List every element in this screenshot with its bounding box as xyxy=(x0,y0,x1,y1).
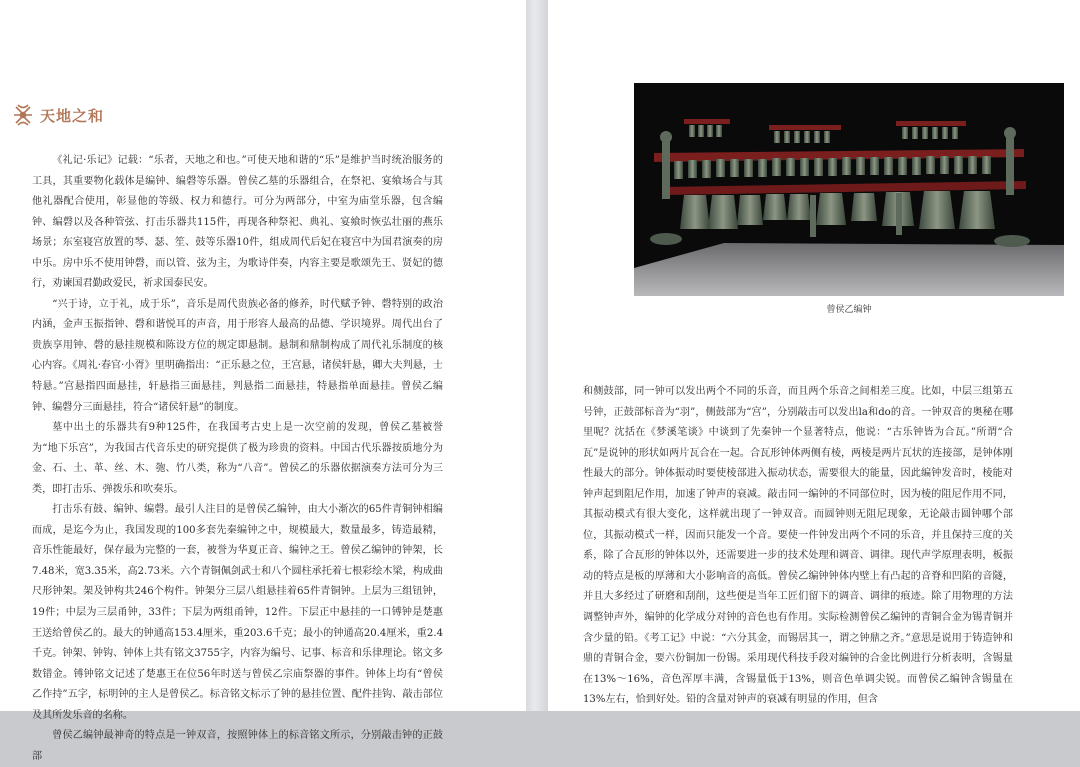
right-page xyxy=(548,0,1080,711)
paragraph: 打击乐有鼓、编钟、编磬。最引人注目的是曾侯乙编钟，由大小渐次的65件青铜钟相编而成，是迄今为止，我国发现的100多套先秦编钟之中，规模最大，数量最多，铸造最精，音乐性能最好，保存最为完整的一套，被誉为华夏正音、编钟之王。曾侯乙编钟的钟架，长7.48米，宽3.35米，高2.73米。六个青铜佩剑武士和八个圆柱承托着七根彩绘木梁，构成曲尺形钟架。架及钟构共246个构件。钟架分三层八组悬挂着65件青铜钟。上层为三组钮钟，19件；中层为三层甬钟，33件；下层为两组甬钟，12件。下层正中悬挂的一口镈钟是楚惠王送给曾侯乙的。最大的钟通高153.4厘米，重203.6千克；最小的钟通高20.4厘米，重2.4千克。钟架、钟钩、钟体上共有铭文3755字，内容为编号、记事、标音和乐律理论。铭文多数错金。镈钟铭文记述了楚惠王在位56年时送与曾侯乙宗庙祭器的事件。钟体上均有“曾侯乙作持”五字，标明钟的主人是曾侯乙。标音铭文标示了钟的悬挂位置、配件挂钩、敲击部位及其所发乐音的名称。 xyxy=(32,504,443,721)
left-page xyxy=(0,0,526,762)
paragraph: 和侧鼓部，同一钟可以发出两个不同的乐音，而且两个乐音之间相差三度。比如，中层三组第五号钟，正鼓部标音为“羽”，侧鼓部为“宫”，分别敲击可以发出la和do的音。一钟双音的奥秘在哪里呢？沈括在《梦溪笔谈》中谈到了先秦钟一个显著特点，他说：“古乐钟皆为合瓦。”所谓“合瓦”是说钟的形状如两片瓦合在一起。合瓦形钟体两侧有棱，两棱是两片瓦状的连接部，是钟体刚性最大的部分。钟体振动时要使棱部进入振动状态，需要很大的能量，因此编钟发音时，棱能对钟声起到阻尼作用，加速了钟声的衰减。敲击同一编钟的不同部位时，因为棱的阻尼作用不同，其振动模式有很大变化，这样就出现了一钟双音。而圆钟则无阻尼现象，无论敲击圆钟哪个部位，其振动模式一样，因而只能发一个音。要使一件钟发出两个不同的乐音，并且保持三度的关系，除了合瓦形的钟体以外，还需要进一步的技术处理和调音、调律。现代声学原理表明，板振动的特点是板的厚薄和大小影响音的高低。曾侯乙编钟钟体内壁上有凸起的音脊和凹陷的音隧，并且大多经过了研磨和刮削，这些便是当年工匠们留下的调音、调律的痕迹。除了用物理的方法调整钟声外，编钟的化学成分对钟的音色也有作用。实际检测曾侯乙编钟的青铜合金为锡青铜并含少量的铅。《考工记》中说：“六分其金，而锡居其一，谓之钟鼎之齐。”意思是说用于铸造钟和鼎的青铜合金，要六份铜加一份锡。采用现代科技手段对编钟的合金比例进行分析表明，含锡量在13%～16%，音色浑厚丰满，含锡量低于13%，则音色单调尖锐。而曾侯乙编钟含锡量在13%左右，恰到好处。铅的含量对钟声的衰减有明显的作用，但含 xyxy=(583,386,1013,706)
paragraph: 曾侯乙编钟最神奇的特点是一钟双音，按照钟体上的标音铭文所示，分别敲击钟的正鼓部 xyxy=(32,730,443,762)
paragraph: 墓中出土的乐器共有9种125件，在我国考古史上是一次空前的发现，曾侯乙墓被誉为“地下乐宫”，为我国古代音乐史的研究提供了极为珍贵的资料。中国古代乐器按质地分为金、石、土、革、丝、木、匏、竹八类，称为“八音”。曾侯乙的乐器依据演奏方法可分为三类，即打击乐、弹拨乐和吹奏乐。 xyxy=(32,422,443,495)
section-title: 天地之和 xyxy=(40,106,105,125)
figure-caption: 曾侯乙编钟 xyxy=(826,305,872,315)
right-body-text xyxy=(583,382,1013,711)
paragraph: 《礼记·乐记》记载：“乐者，天地之和也。”可使天地和谐的“乐”是维护当时统治服务的工具，其重要物化载体是编钟、编磬等乐器。曾侯乙墓的乐器组合，在祭祀、宴飨场合与其他礼器配合使用，彰显他的等级、权力和德行。可分为两部分，中室为庙堂乐器，包含编钟、编磬以及各种管弦、打击乐器共115件，再现各种祭祀、典礼、宴飨时恢弘壮丽的燕乐场景；东室寝宫放置的琴、瑟、笙、鼓等乐器10件，组成周代后妃在寝宫中为国君演奏的房中乐。房中乐不使用钟磬，而以管、弦为主，为歌诗伴奏，内容主要是歌颂先王、贤妃的德行，劝谏国君勤政爱民，祈求国泰民安。 xyxy=(32,155,443,290)
section-heading xyxy=(12,102,104,128)
page-gutter xyxy=(526,0,548,711)
bianzhong-photo xyxy=(634,83,1064,296)
section-ornament-icon xyxy=(12,103,34,127)
paragraph: “兴于诗，立于礼，成于乐”，音乐是周代贵族必备的修养，时代赋予钟、磬特别的政治内涵，金声玉振指钟、磬和谐悦耳的声音，用于形容人最高的品德、学识境界。周代出台了贵族享用钟、磬的悬挂规模和陈设方位的规定即悬制。悬制和鼎制构成了周代礼乐制度的核心内容。《周礼·春官·小胥》里明确指出：“正乐悬之位，王宫悬，诸侯轩悬，卿大夫判悬，士特悬。”宫悬指四面悬挂，轩悬指三面悬挂，判悬指二面悬挂，特悬指单面悬挂。曾侯乙编钟、编磬分三面悬挂，符合“诸侯轩悬”的制度。 xyxy=(32,298,443,413)
left-body-text xyxy=(32,151,443,767)
bianzhong-illustration xyxy=(634,83,1064,296)
